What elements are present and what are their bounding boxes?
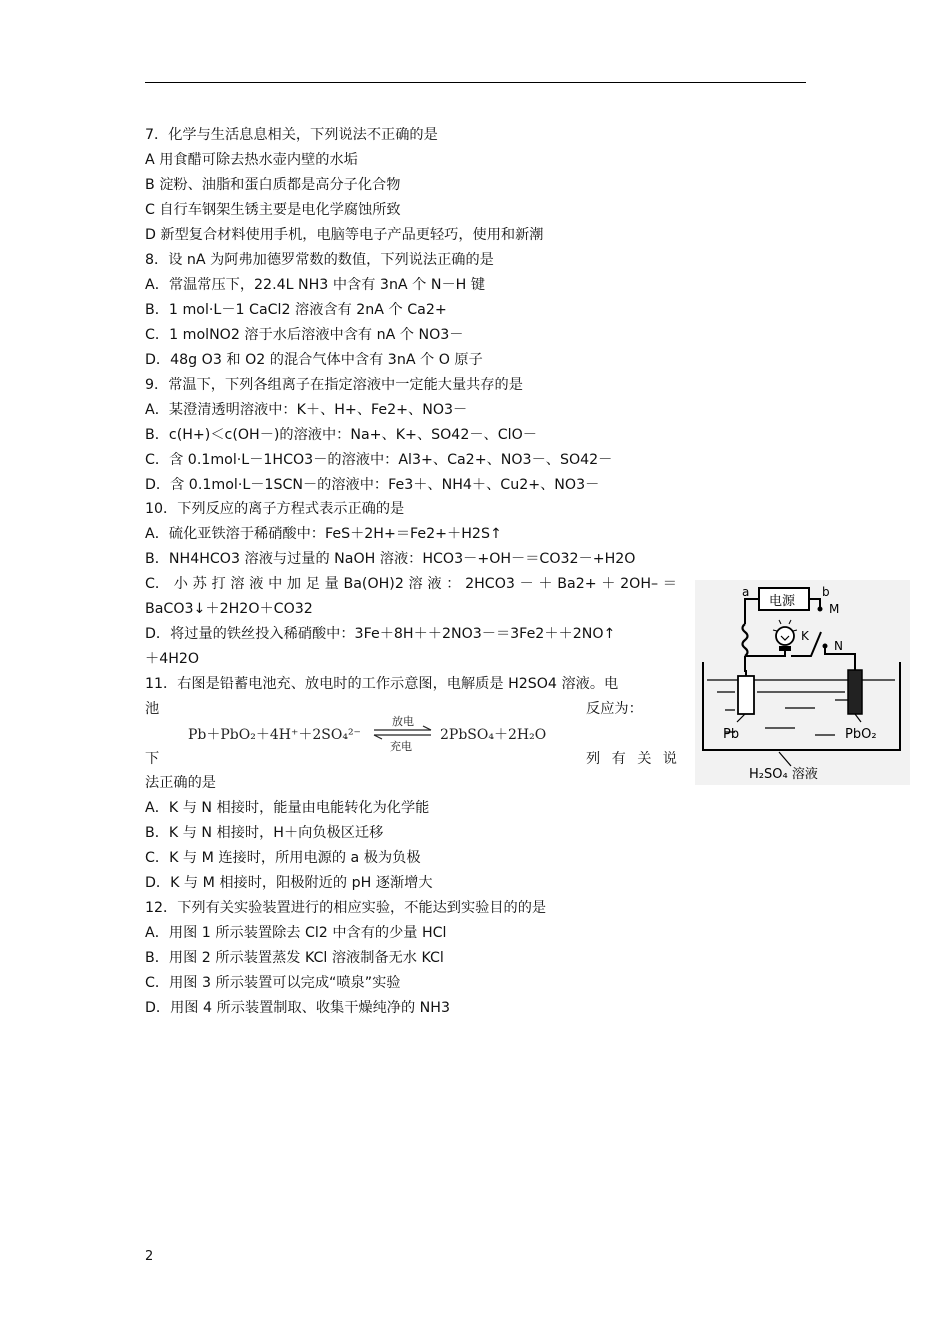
- question-11-cont: 法正确的是: [145, 775, 216, 791]
- option-11b: B．K 与 N 相接时，H＋向负极区迁移: [145, 825, 384, 841]
- solution-label: H₂SO₄ 溶液: [749, 767, 818, 782]
- terminal-b-label: b: [822, 585, 830, 599]
- question-11-wrap-right: 反应为：: [586, 701, 643, 717]
- option-9b: B．c(H+)＜c(OH－)的溶液中：Na+、K+、SO42－、ClO－: [145, 427, 537, 443]
- equation-lhs: Pb＋PbO₂＋4H⁺＋2SO₄²⁻: [188, 727, 361, 743]
- text-fragment: ：: [446, 576, 461, 592]
- option-12c: C．用图 3 所示装置可以完成“喷泉”实验: [145, 975, 401, 991]
- contact-n-label: N: [834, 639, 843, 653]
- equation-rhs: 2PbSO₄＋2H₂O: [440, 727, 547, 743]
- question-8: 8．设 nA 为阿弗加德罗常数的数值，下列说法正确的是: [145, 252, 494, 268]
- pbo2-label: PbO₂: [845, 727, 877, 742]
- text-fragment: ＋: [538, 576, 553, 592]
- question-11-wrap-left: 池: [145, 701, 160, 717]
- text-fragment: ＋: [601, 576, 616, 592]
- option-8b: B．1 mol·L－1 CaCl2 溶液含有 2nA 个 Ca2+: [145, 302, 447, 318]
- header-rule: [145, 82, 806, 83]
- text-fragment: 苏: [192, 576, 207, 592]
- power-source-label: 电源: [769, 594, 796, 609]
- text-fragment: －: [519, 576, 534, 592]
- text-fragment: Ba2+: [557, 576, 597, 592]
- option-8d: D．48g O3 和 O2 的混合气体中含有 3nA 个 O 原子: [145, 352, 483, 368]
- text-fragment: 2HCO3: [465, 576, 515, 592]
- option-9d: D．含 0.1mol·L－1SCN－的溶液中：Fe3＋、NH4＋、Cu2+、NO3－: [145, 477, 600, 493]
- text-fragment: 小: [173, 576, 188, 592]
- contact-m: [818, 607, 823, 612]
- option-11c: C．K 与 M 连接时，所用电源的 a 极为负极: [145, 850, 421, 866]
- option-9a: A．某澄清透明溶液中：K＋、H+、Fe2+、NO3－: [145, 402, 468, 418]
- equation-reverse-label: 充电: [390, 740, 412, 753]
- text-fragment: 中: [268, 576, 283, 592]
- option-7d: D 新型复合材料使用手机，电脑等电子产品更轻巧，使用和新潮: [145, 227, 544, 243]
- text-fragment: 足: [305, 576, 320, 592]
- bulb-icon: [776, 627, 794, 645]
- text-fragment: 加: [286, 576, 302, 592]
- option-8a: A．常温常压下，22.4L NH3 中含有 3nA 个 N－H 键: [145, 277, 486, 293]
- switch-k-label: K: [801, 629, 809, 643]
- page-number: 2: [145, 1249, 154, 1264]
- pb-label: Pb: [723, 727, 740, 742]
- bulb-base: [779, 646, 791, 651]
- pbo2-electrode: [848, 670, 862, 714]
- text-fragment: 溶: [408, 576, 423, 592]
- option-10c-line1: [145, 574, 677, 594]
- equation-forward-label: 放电: [392, 715, 414, 728]
- text-fragment: 说: [662, 751, 677, 767]
- option-10c-line2: BaCO3↓＋2H2O＋CO32: [145, 601, 313, 617]
- reaction-equation: [188, 713, 558, 753]
- option-10d-line2: ＋4H2O: [145, 651, 200, 667]
- option-7c: C 自行车钢架生锈主要是电化学腐蚀所致: [145, 202, 401, 218]
- text-fragment: 液: [249, 576, 264, 592]
- pb-electrode: [738, 676, 754, 714]
- question-9: 9．常温下，下列各组离子在指定溶液中一定能大量共存的是: [145, 377, 523, 393]
- text-fragment: 2OH–: [620, 576, 659, 592]
- text-fragment: Ba(OH)2: [343, 576, 404, 592]
- option-12d: D．用图 4 所示装置制取、收集干燥纯净的 NH3: [145, 1000, 450, 1016]
- text-fragment: ＝: [662, 576, 677, 592]
- terminal-a-label: a: [742, 585, 750, 599]
- option-8c: C．1 molNO2 溶于水后溶液中含有 nA 个 NO3－: [145, 327, 464, 343]
- option-7a: A 用食醋可除去热水壶内壁的水垢: [145, 152, 358, 168]
- text-fragment: 打: [211, 576, 226, 592]
- lead-acid-battery-diagram: [695, 580, 910, 785]
- text-fragment: C．: [145, 576, 170, 592]
- option-11a: A．K 与 N 相接时，能量由电能转化为化学能: [145, 800, 430, 816]
- question-12: 12．下列有关实验装置进行的相应实验，不能达到实验目的的是: [145, 900, 547, 916]
- text-fragment: 量: [324, 576, 339, 592]
- option-7b: B 淀粉、油脂和蛋白质都是高分子化合物: [145, 177, 401, 193]
- contact-m-label: M: [829, 602, 840, 616]
- option-11d: D．K 与 M 相接时，阳极附近的 pH 逐渐增大: [145, 875, 433, 891]
- question-11-wrap-left-2: 下: [145, 751, 160, 767]
- text-fragment: 有: [611, 751, 626, 767]
- option-10b: B．NH4HCO3 溶液与过量的 NaOH 溶液：HCO3－+OH－＝CO32－+H2O: [145, 551, 636, 567]
- option-12b: B．用图 2 所示装置蒸发 KCl 溶液制备无水 KCl: [145, 950, 444, 966]
- question-7: 7．化学与生活息息相关，下列说法不正确的是: [145, 127, 438, 143]
- option-9c: C．含 0.1mol·L－1HCO3－的溶液中：Al3+、Ca2+、NO3－、SO42－: [145, 452, 613, 468]
- text-fragment: 液: [427, 576, 442, 592]
- option-10a: A．硫化亚铁溶于稀硝酸中：FeS＋2H+＝Fe2+＋H2S↑: [145, 526, 502, 542]
- question-11-wrap-right-2: [586, 749, 677, 769]
- option-10d-line1: D．将过量的铁丝投入稀硝酸中：3Fe＋8H＋＋2NO3－＝3Fe2＋＋2NO↑: [145, 626, 616, 642]
- question-11: 11．右图是铅蓄电池充、放电时的工作示意图，电解质是 H2SO4 溶液。电: [145, 676, 619, 692]
- text-fragment: 溶: [230, 576, 245, 592]
- text-fragment: 关: [637, 751, 652, 767]
- option-12a: A．用图 1 所示装置除去 Cl2 中含有的少量 HCl: [145, 925, 447, 941]
- text-fragment: 列: [586, 751, 601, 767]
- question-10: 10．下列反应的离子方程式表示正确的是: [145, 501, 405, 517]
